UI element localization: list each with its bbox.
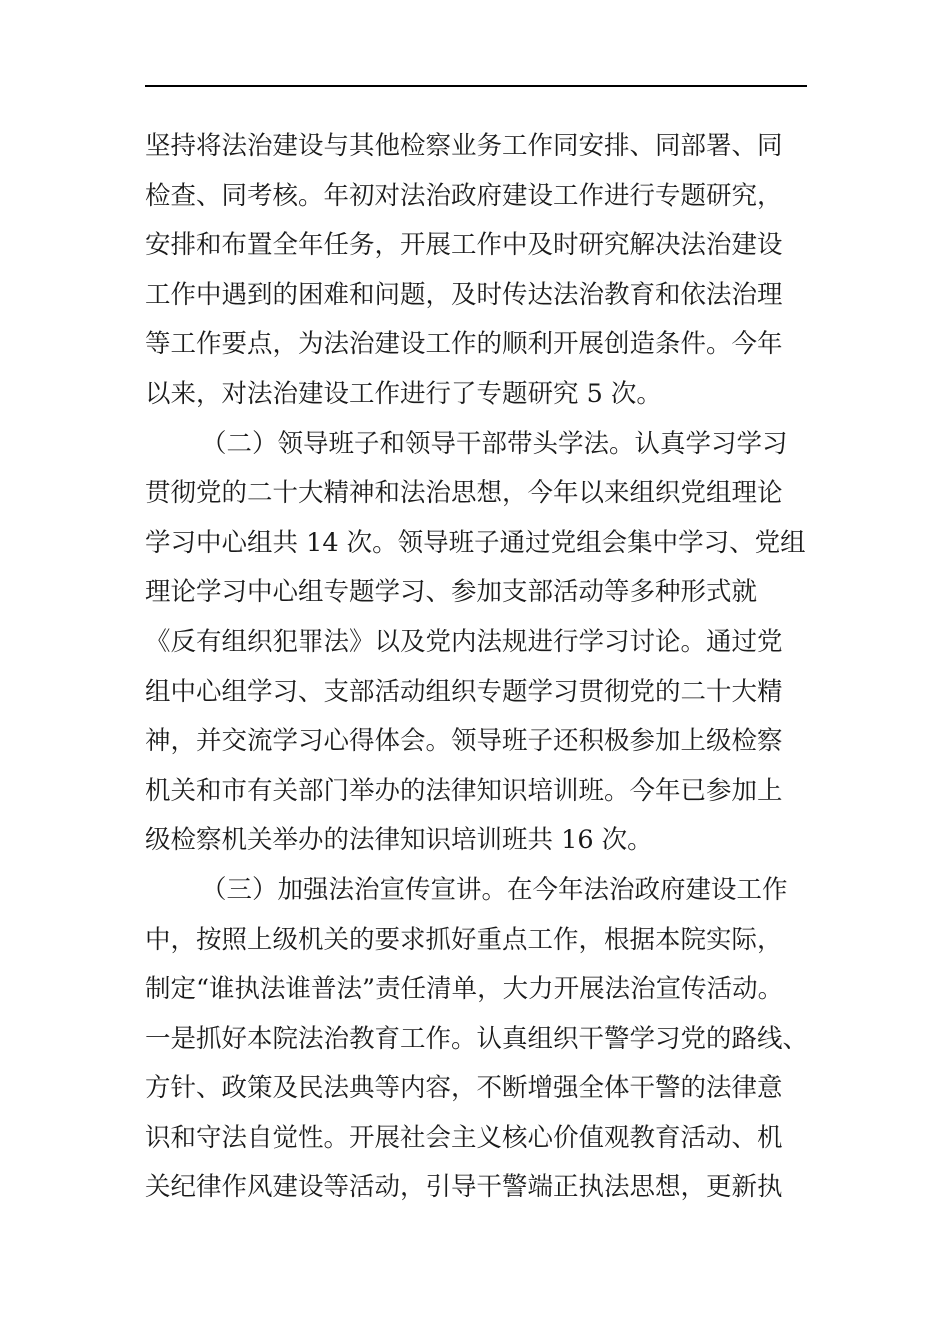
text-line: 关纪律作风建设等活动，引导干警端正执法思想，更新执 — [145, 1172, 783, 1203]
text-line: 以来，对法治建设工作进行了专题研究 5 次。 — [145, 378, 662, 409]
body-text — [145, 122, 807, 1213]
text-line: 中，按照上级机关的要求抓好重点工作，根据本院实际， — [145, 924, 783, 955]
text-line: 一是抓好本院法治教育工作。认真组织干警学习党的路线、 — [145, 1023, 809, 1054]
text-line: 检查、同考核。年初对法治政府建设工作进行专题研究， — [145, 180, 783, 211]
text-line: 学习中心组共 14 次。领导班子通过党组会集中学习、党组 — [145, 527, 806, 558]
text-line: 识和守法自觉性。开展社会主义核心价值观教育活动、机 — [145, 1122, 783, 1153]
paragraph-1 — [145, 122, 807, 420]
text-line: 机关和市有关部门举办的法律知识培训班。今年已参加上 — [145, 775, 783, 806]
text-line: 工作中遇到的困难和问题，及时传达法治教育和依法治理 — [145, 279, 783, 310]
text-line: 《反有组织犯罪法》以及党内法规进行学习讨论。通过党 — [145, 626, 783, 657]
paragraph-3 — [145, 866, 807, 1213]
header-rule — [145, 85, 807, 87]
text-line: 级检察机关举办的法律知识培训班共 16 次。 — [145, 825, 653, 856]
text-line: 坚持将法治建设与其他检察业务工作同安排、同部署、同 — [145, 131, 783, 161]
paragraph-2 — [145, 420, 807, 866]
text-line: （三）加强法治宣传宣讲。在今年法治政府建设工作 — [201, 874, 788, 905]
text-line: 安排和布置全年任务，开展工作中及时研究解决法治建设 — [145, 230, 783, 261]
text-line: 方针、政策及民法典等内容，不断增强全体干警的法律意 — [145, 1073, 783, 1104]
text-line: 制定“谁执法谁普法”责任清单，大力开展法治宣传活动。 — [145, 974, 784, 1005]
text-line: 神，并交流学习心得体会。领导班子还积极参加上级检察 — [145, 726, 783, 757]
text-line: 贯彻党的二十大精神和法治思想，今年以来组织党组理论 — [145, 478, 783, 509]
text-line: 等工作要点，为法治建设工作的顺利开展创造条件。今年 — [145, 329, 783, 360]
text-line: 理论学习中心组专题学习、参加支部活动等多种形式就 — [145, 577, 758, 608]
text-line: 组中心组学习、支部活动组织专题学习贯彻党的二十大精 — [145, 676, 783, 707]
text-line: （二）领导班子和领导干部带头学法。认真学习学习 — [201, 428, 788, 459]
